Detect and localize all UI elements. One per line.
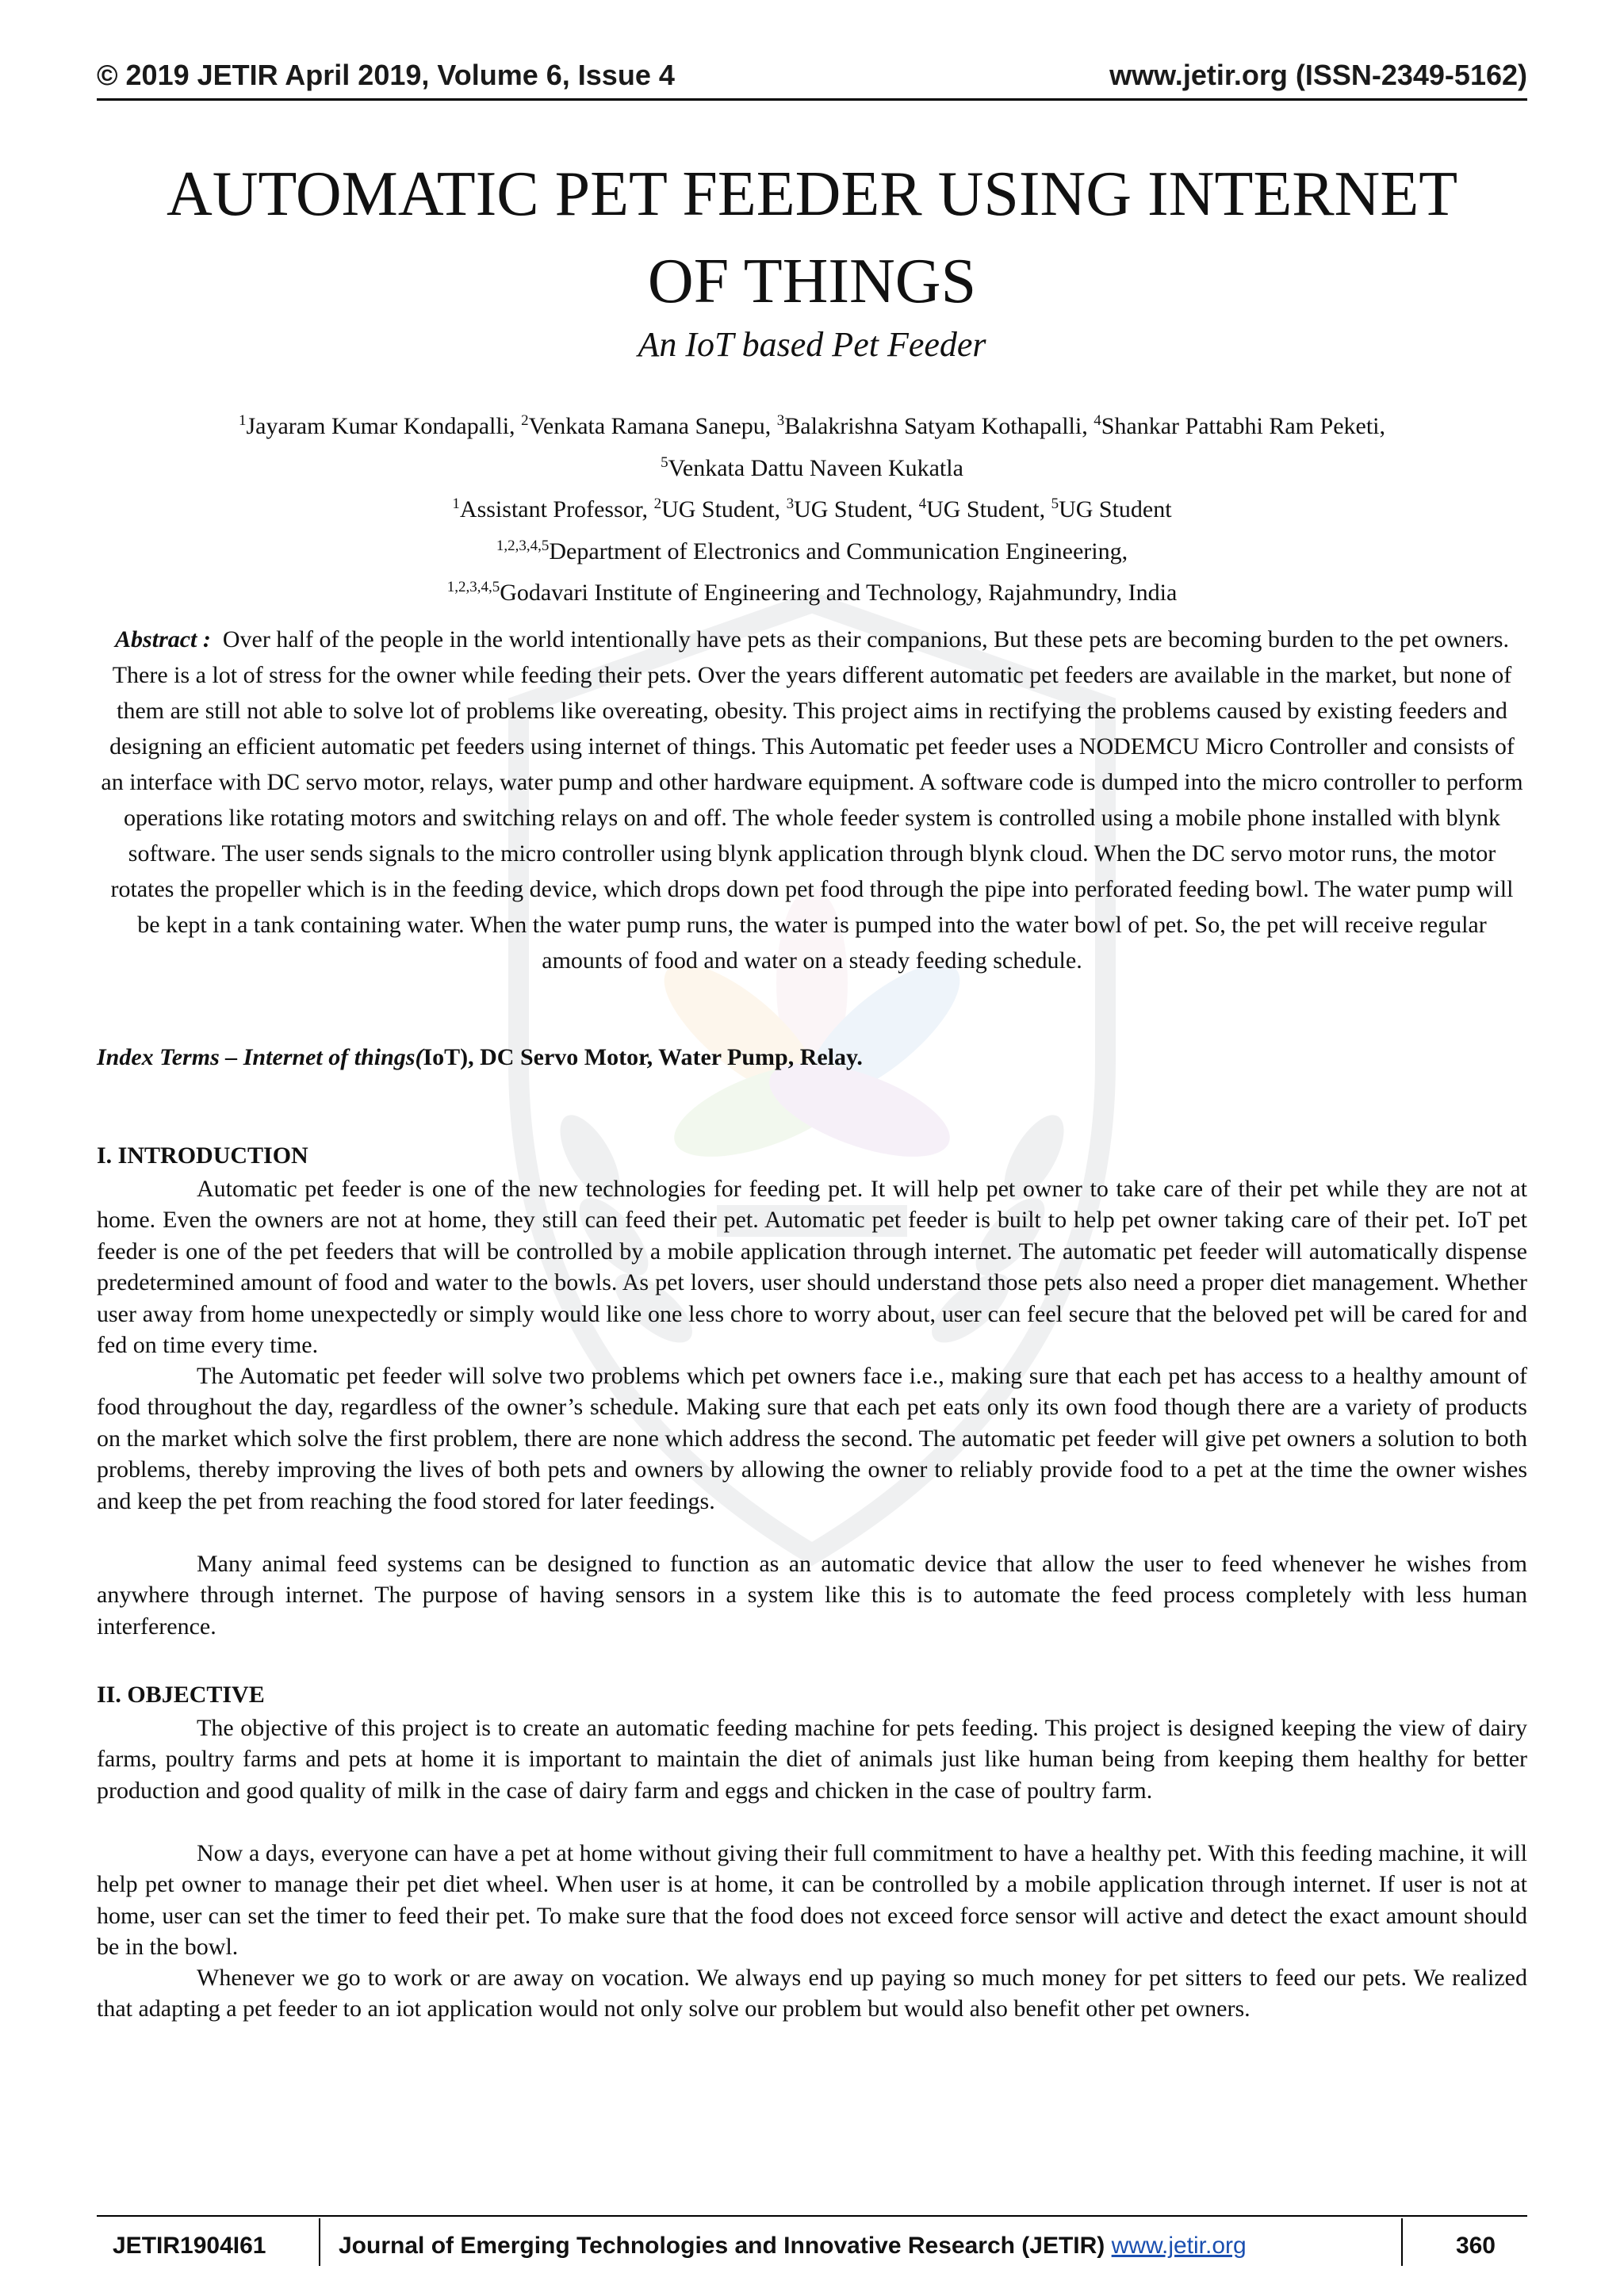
abstract-label: Abstract : [115, 626, 211, 652]
intro-paragraph-3: Many animal feed systems can be designed to function as an automatic device that allow the user to feed whenever he wishes from anywhere through internet. The purpose of having sensors in a system like this is to automate the feed process completely with less human interference. [97, 1551, 1527, 1640]
author-5: Venkata Dattu Naveen Kukatla [668, 454, 963, 481]
intro-paragraph-2: The Automatic pet feeder will solve two problems which pet owners face i.e., making sure that each pet has access to a healthy amount of food throughout the day, regardless of the owner’s schedule. Making sure that each pet eats only its own food though there are a variety of products on the market which solve the first problem, there are none which address the second. The automatic pet feeder will give pet owners a solution to both problems, thereby improving the lives of both pets and owners by allowing the owner to reliably provide food to a pet at the time the owner wishes and keep the pet from reaching the food stored for later feedings. [97, 1363, 1527, 1514]
author-names-line-2 [97, 445, 1527, 487]
objective-paragraph-1: The objective of this project is to create an automatic feeding machine for pets feeding. This project is designed keeping the view of dairy farms, poultry farms and pets at home it is important to maintain the diet of animals just like human being from keeping them healthy for better production and good quality of milk in the case of dairy farm and eggs and chicken in the case of poultry farm. [97, 1715, 1527, 1804]
objective-paragraph-2: Now a days, everyone can have a pet at home without giving their full commitment to have a healthy pet. With this feeding machine, it will help pet owner to manage their pet diet wheel. When user is at home, it can be controlled by a mobile application through internet. If user is not at home, user can set the timer to feed their pet. To make sure that the food does not exceed force sensor will active and detect the exact amount should be in the bowl. [97, 1840, 1527, 1961]
author-names-line-1 [97, 403, 1527, 445]
author-1-marker: 1 [239, 412, 247, 429]
author-2-marker: 2 [521, 412, 529, 429]
abstract-text: Over half of the people in the world intentionally have pets as their companions, But these pets are becoming burden to the pet owners. There is a lot of stress for the owner while feeding their pets. Over the years different automatic pet feeders are available in the market, but none of them are still not able to solve lot of problems like overeating, obesity. This project aims in rectifying the problems caused by existing feeders and designing an efficient automatic pet feeders using internet of things. This Automatic pet feeder uses a NODEMCU Micro Controller and consists of an interface with DC servo motor, relays, water pump and other hardware equipment. A software code is dumped into the micro controller to perform operations like rotating motors and switching relays on and off. The whole feeder system is controlled using a mobile phone installed with blynk software. The user sends signals to the micro controller using blynk application through blynk cloud. When the DC servo motor runs, the motor rotates the propeller which is in the feeding device, which drops down pet food through the pipe into perforated feeding bowl. The water pump will be kept in a tank containing water. When the water pump runs, the water is pumped into the water bowl of pet. So, the pet will receive regular amounts of food and water on a steady feeding schedule. [101, 626, 1523, 974]
footer-paper-id: JETIR1904I61 [113, 2233, 266, 2259]
author-3-marker: 3 [776, 412, 785, 429]
role-2: UG Student, [661, 496, 787, 522]
intro-paragraph-1: Automatic pet feeder is one of the new technologies for feeding pet. It will help pet owner to take care of their pet while they are not at home. Even the owners are not at home, they still can feed their pet. Automatic pet feeder is built to help pet owner taking care of their pet. IoT pet feeder is one of the pet feeders that will be controlled by a mobile application through internet. The automatic pet feeder will automatically dispense predetermined amount of food and water to the bowls. As pet lovers, user should understand those pets also need a proper diet management. Whether user away from home unexpectedly or simply would like one less chore to worry about, user can feel secure that the beloved pet will be cared for and fed on time every time. [97, 1176, 1527, 1359]
footer-rule [97, 2215, 1527, 2217]
role-1-marker: 1 [452, 496, 460, 512]
footer-divider-right [1401, 2218, 1403, 2266]
section-heading-objective: II. OBJECTIVE [97, 1682, 265, 1708]
author-roles [97, 486, 1527, 528]
department-marker: 1,2,3,4,5 [496, 537, 550, 554]
author-3: Balakrishna Satyam Kothapalli, [784, 413, 1094, 439]
author-4-marker: 4 [1094, 412, 1101, 429]
footer-journal-name: Journal of Emerging Technologies and Innovative Research (JETIR) [339, 2233, 1112, 2259]
author-4: Shankar Pattabhi Ram Peketi, [1101, 413, 1385, 439]
header-rule [97, 98, 1527, 101]
role-4-marker: 4 [918, 496, 927, 512]
role-4: UG Student, [926, 496, 1051, 522]
footer-journal-link[interactable]: www.jetir.org [1111, 2233, 1247, 2259]
institute: Godavari Institute of Engineering and Technology, Rajahmundry, India [500, 580, 1178, 606]
institute-marker: 1,2,3,4,5 [446, 579, 500, 595]
paper-title-line-1: AUTOMATIC PET FEEDER USING INTERNET [166, 159, 1458, 229]
role-1: Assistant Professor, [459, 496, 654, 522]
index-terms-label: Index Terms – Internet of things( [97, 1044, 423, 1070]
author-1: Jayaram Kumar Kondapalli, [246, 413, 522, 439]
page-number: 360 [1455, 2233, 1496, 2259]
author-block [97, 403, 1527, 611]
footer-divider-left [319, 2218, 320, 2266]
page-footer [97, 2218, 1527, 2274]
author-institute [97, 569, 1527, 611]
paper-title [97, 151, 1527, 325]
department: Department of Electronics and Communication Engineering, [549, 538, 1128, 564]
role-3-marker: 3 [786, 496, 795, 512]
author-department [97, 528, 1527, 570]
footer-journal [339, 2233, 1247, 2260]
paper-subtitle: An IoT based Pet Feeder [638, 325, 986, 364]
index-terms-text: IoT), DC Servo Motor, Water Pump, Relay. [423, 1044, 863, 1070]
author-2: Venkata Ramana Sanepu, [528, 413, 777, 439]
abstract [97, 622, 1527, 978]
journal-header-right: www.jetir.org (ISSN-2349-5162) [1109, 59, 1527, 91]
index-terms [97, 1039, 1527, 1075]
author-5-marker: 5 [661, 453, 668, 471]
objective-paragraph-3: Whenever we go to work or are away on vocation. We always end up paying so much money for pet sitters to feed our pets. We realized that adapting a pet feeder to an iot application would not only solve our problem but would also benefit other pet owners. [97, 1965, 1527, 2022]
journal-header-left: © 2019 JETIR April 2019, Volume 6, Issue 4 [97, 59, 675, 91]
role-5-marker: 5 [1051, 496, 1059, 512]
role-2-marker: 2 [653, 496, 662, 512]
role-5: UG Student [1059, 496, 1172, 522]
section-heading-introduction: I. INTRODUCTION [97, 1142, 308, 1169]
paper-title-line-2: OF THINGS [647, 247, 977, 316]
role-3: UG Student, [794, 496, 919, 522]
